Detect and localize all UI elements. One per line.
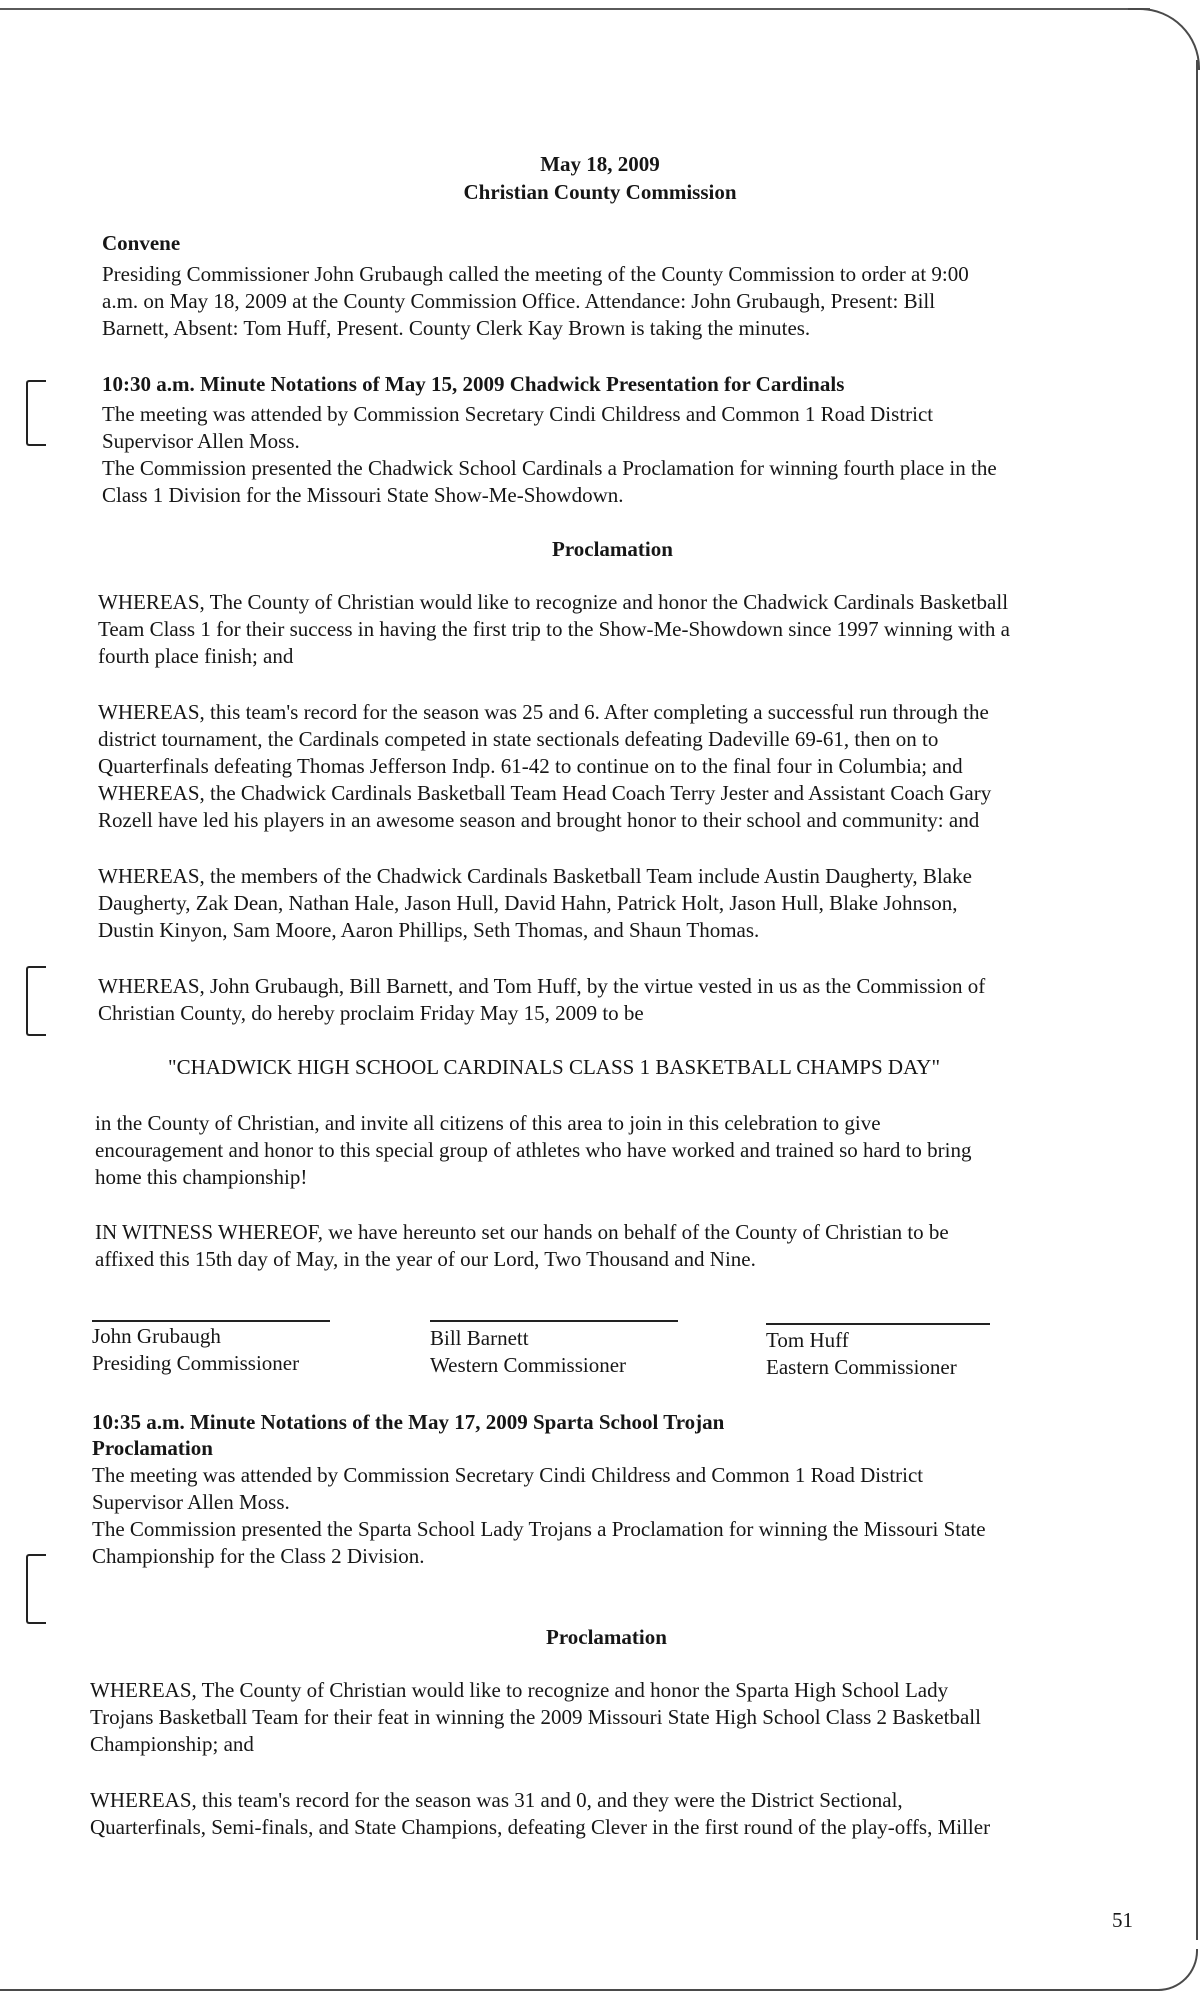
proclamation-title: Proclamation: [546, 1625, 667, 1649]
scan-corner-bottom-right: [1156, 1949, 1198, 1991]
signatory-name: Bill Barnett: [430, 1326, 529, 1350]
section1-heading: 10:30 a.m. Minute Notations of May 15, 2009 Chadwick Presentation for Cardinals: [102, 372, 845, 396]
whereas-line: WHEREAS, this team's record for the season was 31 and 0, and they were the District Sectional,: [90, 1788, 903, 1812]
whereas-line: WHEREAS, The County of Christian would like to recognize and honor the Chadwick Cardinals Basketball: [98, 590, 1009, 614]
convene-line: a.m. on May 18, 2009 at the County Commission Office. Attendance: John Grubaugh, Present: Bill: [102, 289, 936, 313]
convene-line: Presiding Commissioner John Grubaugh called the meeting of the County Commission to order at 9:00: [102, 262, 969, 286]
binder-hole-mark: [26, 380, 46, 446]
signature-line: [92, 1320, 330, 1322]
signatory-title: Western Commissioner: [430, 1353, 627, 1377]
section2-line: The meeting was attended by Commission Secretary Cindi Childress and Common 1 Road District: [92, 1463, 924, 1487]
scan-right-edge: [1196, 60, 1198, 1940]
convene-line: Barnett, Absent: Tom Huff, Present. County Clerk Kay Brown is taking the minutes.: [102, 316, 811, 340]
section1-line: Class 1 Division for the Missouri State Show-Me-Showdown.: [102, 483, 624, 507]
signatory-name: John Grubaugh: [92, 1324, 221, 1348]
whereas-line: Trojans Basketball Team for their feat in winning the 2009 Missouri State High School Class 2 Basketball: [90, 1705, 981, 1729]
binder-hole-mark: [26, 1554, 46, 1624]
section1-line: Supervisor Allen Moss.: [102, 429, 300, 453]
invite-line: home this championship!: [95, 1165, 308, 1189]
scan-bottom-edge: [0, 1989, 1160, 1991]
whereas-line: WHEREAS, this team's record for the season was 25 and 6. After completing a successful run through the: [98, 700, 989, 724]
whereas-line: fourth place finish; and: [98, 644, 294, 668]
whereas-line: Rozell have led his players in an awesome season and brought honor to their school and community: and: [98, 808, 980, 832]
section2-line: Supervisor Allen Moss.: [92, 1490, 290, 1514]
proclamation-title: Proclamation: [552, 537, 673, 561]
invite-line: encouragement and honor to this special group of athletes who have worked and trained so hard to bring: [95, 1138, 972, 1162]
section2-line: Championship for the Class 2 Division.: [92, 1544, 425, 1568]
whereas-line: Daugherty, Zak Dean, Nathan Hale, Jason Hull, David Hahn, Patrick Holt, Jason Hull, Blake Johnson,: [98, 891, 958, 915]
champs-day-title: "CHADWICK HIGH SCHOOL CARDINALS CLASS 1 BASKETBALL CHAMPS DAY": [168, 1055, 941, 1079]
whereas-line: Team Class 1 for their success in having the first trip to the Show-Me-Showdown since 1997 winning with a: [98, 617, 1010, 641]
signatory-title: Eastern Commissioner: [766, 1355, 957, 1379]
meeting-org: Christian County Commission: [463, 180, 737, 204]
whereas-line: Championship; and: [90, 1732, 254, 1756]
whereas-line: WHEREAS, the Chadwick Cardinals Basketball Team Head Coach Terry Jester and Assistant Coach Gary: [98, 781, 992, 805]
whereas-line: Quarterfinals, Semi-finals, and State Champions, defeating Clever in the first round of the play-offs, Miller: [90, 1815, 991, 1839]
signature-line: [430, 1320, 678, 1322]
signatory-name: Tom Huff: [766, 1328, 849, 1352]
whereas-line: Quarterfinals defeating Thomas Jefferson Indp. 61-42 to continue on to the final four in Columbia; and: [98, 754, 963, 778]
witness-line: IN WITNESS WHEREOF, we have hereunto set our hands on behalf of the County of Christian to be: [95, 1220, 949, 1244]
invite-line: in the County of Christian, and invite all citizens of this area to join in this celebration to give: [95, 1111, 881, 1135]
section2-heading-cont: Proclamation: [92, 1436, 213, 1460]
scan-top-edge: [0, 8, 1150, 10]
witness-line: affixed this 15th day of May, in the year of our Lord, Two Thousand and Nine.: [95, 1247, 756, 1271]
whereas-line: WHEREAS, the members of the Chadwick Cardinals Basketball Team include Austin Daugherty, Blake: [98, 864, 972, 888]
section2-line: The Commission presented the Sparta School Lady Trojans a Proclamation for winning the Missouri State: [92, 1517, 986, 1541]
whereas-line: WHEREAS, The County of Christian would like to recognize and honor the Sparta High School Lady: [90, 1678, 949, 1702]
binder-hole-mark: [26, 966, 46, 1036]
meeting-date: May 18, 2009: [540, 152, 660, 176]
signature-line: [766, 1323, 990, 1325]
whereas-line: Dustin Kinyon, Sam Moore, Aaron Phillips, Seth Thomas, and Shaun Thomas.: [98, 918, 760, 942]
section1-line: The Commission presented the Chadwick School Cardinals a Proclamation for winning fourth place in the: [102, 456, 997, 480]
whereas-line: district tournament, the Cardinals competed in state sectionals defeating Dadeville 69-61, then on to: [98, 727, 939, 751]
page-number: 51: [1112, 1908, 1133, 1932]
section1-line: The meeting was attended by Commission Secretary Cindi Childress and Common 1 Road District: [102, 402, 934, 426]
convene-heading: Convene: [102, 231, 181, 255]
whereas-line: Christian County, do hereby proclaim Friday May 15, 2009 to be: [98, 1001, 644, 1025]
section2-heading: 10:35 a.m. Minute Notations of the May 17, 2009 Sparta School Trojan: [92, 1410, 725, 1434]
scan-corner-top-right: [1128, 8, 1200, 70]
whereas-line: WHEREAS, John Grubaugh, Bill Barnett, and Tom Huff, by the virtue vested in us as the Commission of: [98, 974, 986, 998]
signatory-title: Presiding Commissioner: [92, 1351, 300, 1375]
